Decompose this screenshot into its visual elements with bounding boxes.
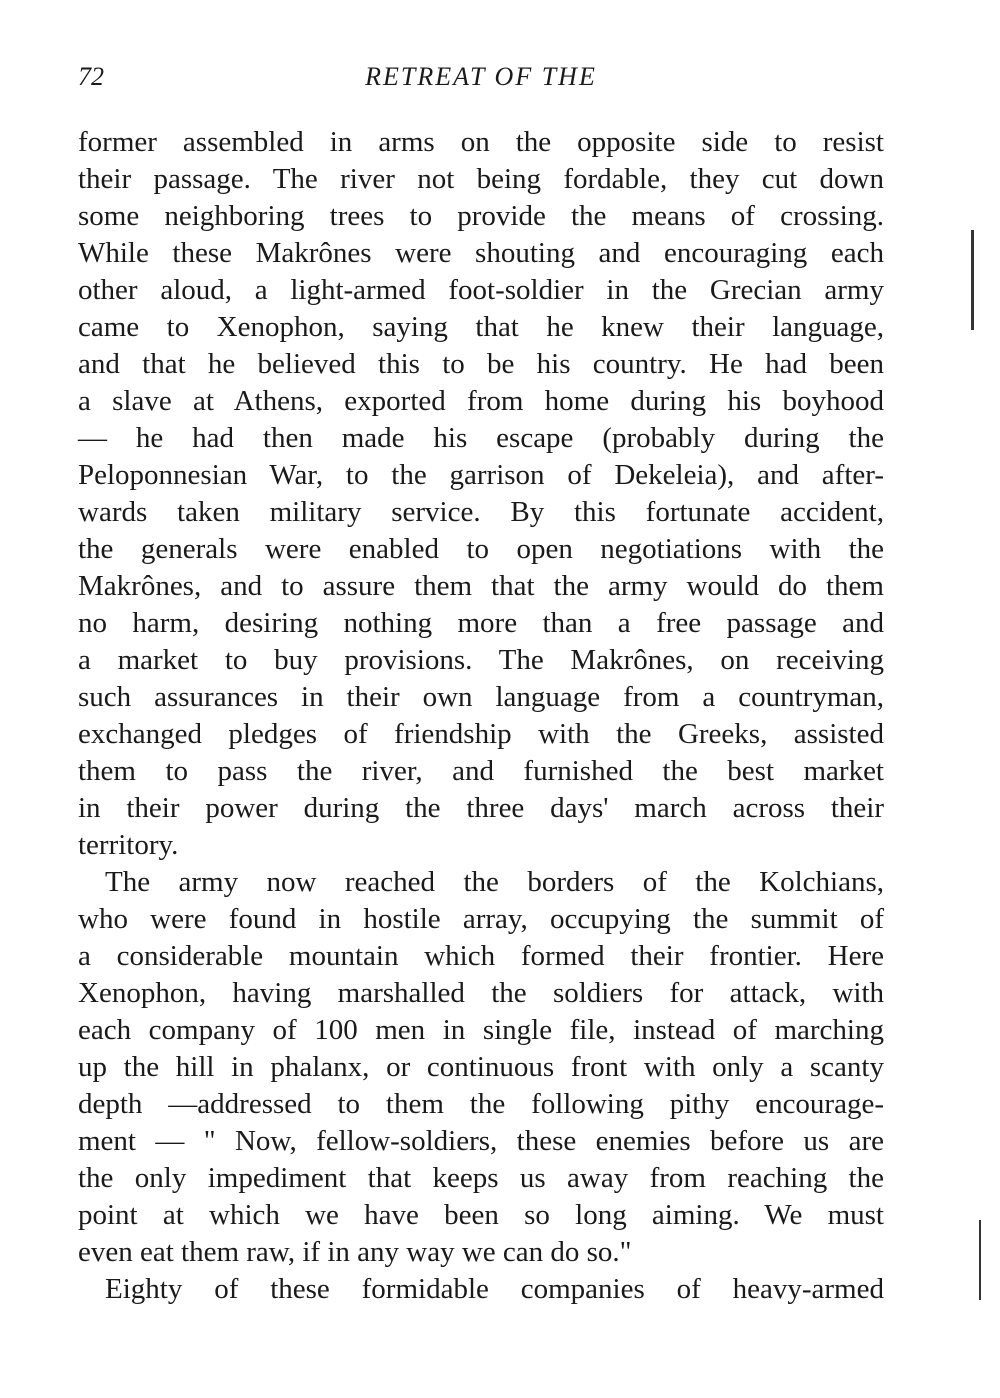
scan-margin-mark: [971, 230, 974, 330]
text-line: them to pass the river, and furnished the best market: [78, 755, 884, 787]
text-line: up the hill in phalanx, or continuous front with only a scanty: [78, 1051, 884, 1083]
text-line: some neighboring trees to provide the means of crossing.: [78, 200, 884, 232]
text-line: who were found in hostile array, occupying the summit of: [78, 903, 884, 935]
text-line: such assurances in their own language from a countryman,: [78, 681, 884, 713]
text-line: depth —addressed to them the following pithy encourage-: [78, 1088, 884, 1120]
text-line: a considerable mountain which formed their frontier. Here: [78, 940, 884, 972]
page-header: [78, 62, 884, 98]
paragraph-start-line: Eighty of these formidable companies of heavy-armed: [105, 1273, 884, 1305]
scan-margin-mark: [979, 1220, 981, 1300]
text-line: in their power during the three days' march across their: [78, 792, 884, 824]
text-line: a slave at Athens, exported from home during his boyhood: [78, 385, 884, 417]
text-line: point at which we have been so long aiming. We must: [78, 1199, 884, 1231]
text-line: ment — " Now, fellow-soldiers, these enemies before us are: [78, 1125, 884, 1157]
text-line: Xenophon, having marshalled the soldiers for attack, with: [78, 977, 884, 1009]
text-line: territory.: [78, 829, 179, 861]
text-line: a market to buy provisions. The Makrônes, on receiving: [78, 644, 884, 676]
text-line: came to Xenophon, saying that he knew their language,: [78, 311, 884, 343]
text-line: the only impediment that keeps us away from reaching the: [78, 1162, 884, 1194]
text-line: wards taken military service. By this fortunate accident,: [78, 496, 884, 528]
text-line: While these Makrônes were shouting and encouraging each: [78, 237, 884, 269]
text-line: each company of 100 men in single file, instead of marching: [78, 1014, 884, 1046]
page-number: 72: [78, 62, 104, 91]
running-title: RETREAT OF THE: [365, 62, 597, 91]
text-line: exchanged pledges of friendship with the Greeks, assisted: [78, 718, 884, 750]
text-line: Makrônes, and to assure them that the army would do them: [78, 570, 884, 602]
text-line: — he had then made his escape (probably during the: [78, 422, 884, 454]
page-body-text: [78, 124, 884, 1308]
text-line: Peloponnesian War, to the garrison of Dekeleia), and after-: [78, 459, 884, 491]
text-line: former assembled in arms on the opposite side to resist: [78, 126, 884, 158]
text-line: and that he believed this to be his country. He had been: [78, 348, 884, 380]
text-line: the generals were enabled to open negotiations with the: [78, 533, 884, 565]
text-line: their passage. The river not being fordable, they cut down: [78, 163, 884, 195]
paragraph-start-line: The army now reached the borders of the Kolchians,: [105, 866, 884, 898]
text-line: no harm, desiring nothing more than a free passage and: [78, 607, 884, 639]
text-line: other aloud, a light-armed foot-soldier in the Grecian army: [78, 274, 884, 306]
text-line: even eat them raw, if in any way we can do so.": [78, 1236, 632, 1268]
